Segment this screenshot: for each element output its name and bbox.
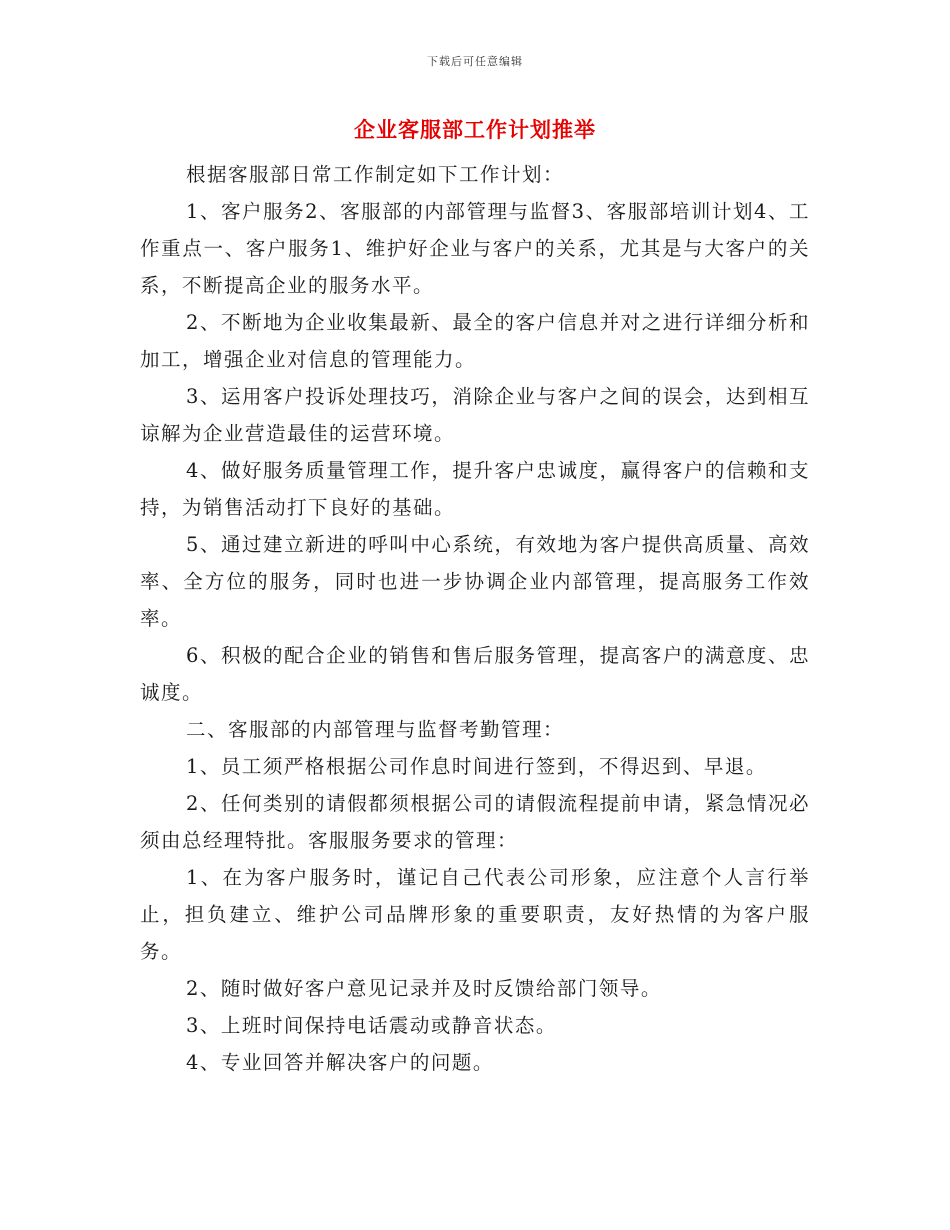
paragraph: 4、专业回答并解决客户的问题。 (186, 1051, 494, 1074)
paragraph: 二、客服部的内部管理与监督考勤管理： (186, 718, 565, 741)
paragraph: 1、员工须严格根据公司作息时间进行签到，不得迟到、早退。 (186, 755, 767, 778)
paragraph: 3、运用客户投诉处理技巧，消除企业与客户之间的误会，达到相互谅解为企业营造最佳的运营环境。 (140, 385, 810, 445)
document-title: 企业客服部工作计划推举 (354, 118, 596, 142)
paragraph: 6、积极的配合企业的销售和售后服务管理，提高客户的满意度、忠诚度。 (140, 644, 810, 704)
paragraph: 1、在为客户服务时，谨记自己代表公司形象，应注意个人言行举止，担负建立、维护公司品牌形象的重要职责，友好热情的为客户服务。 (140, 866, 810, 963)
paragraph: 2、随时做好客户意见记录并及时反馈给部门领导。 (186, 977, 662, 1000)
paragraph: 根据客服部日常工作制定如下工作计划： (186, 163, 565, 186)
paragraph: 3、上班时间保持电话震动或静音状态。 (186, 1014, 557, 1037)
paragraph: 5、通过建立新进的呼叫中心系统，有效地为客户提供高质量、高效率、全方位的服务，同时也进一步协调企业内部管理，提高服务工作效率。 (140, 533, 810, 630)
document-body (140, 156, 810, 1081)
header-note: 下载后可任意编辑 (427, 55, 523, 68)
paragraph: 1、客户服务2、客服部的内部管理与监督3、客服部培训计划4、工作重点一、客户服务1、维护好企业与客户的关系，尤其是与大客户的关系，不断提高企业的服务水平。 (140, 200, 810, 297)
paragraph: 2、任何类别的请假都须根据公司的请假流程提前申请，紧急情况必须由总经理特批。客服服务要求的管理： (140, 792, 810, 852)
paragraph: 4、做好服务质量管理工作，提升客户忠诚度，赢得客户的信赖和支持，为销售活动打下良好的基础。 (140, 459, 810, 519)
paragraph: 2、不断地为企业收集最新、最全的客户信息并对之进行详细分析和加工，增强企业对信息的管理能力。 (140, 311, 810, 371)
